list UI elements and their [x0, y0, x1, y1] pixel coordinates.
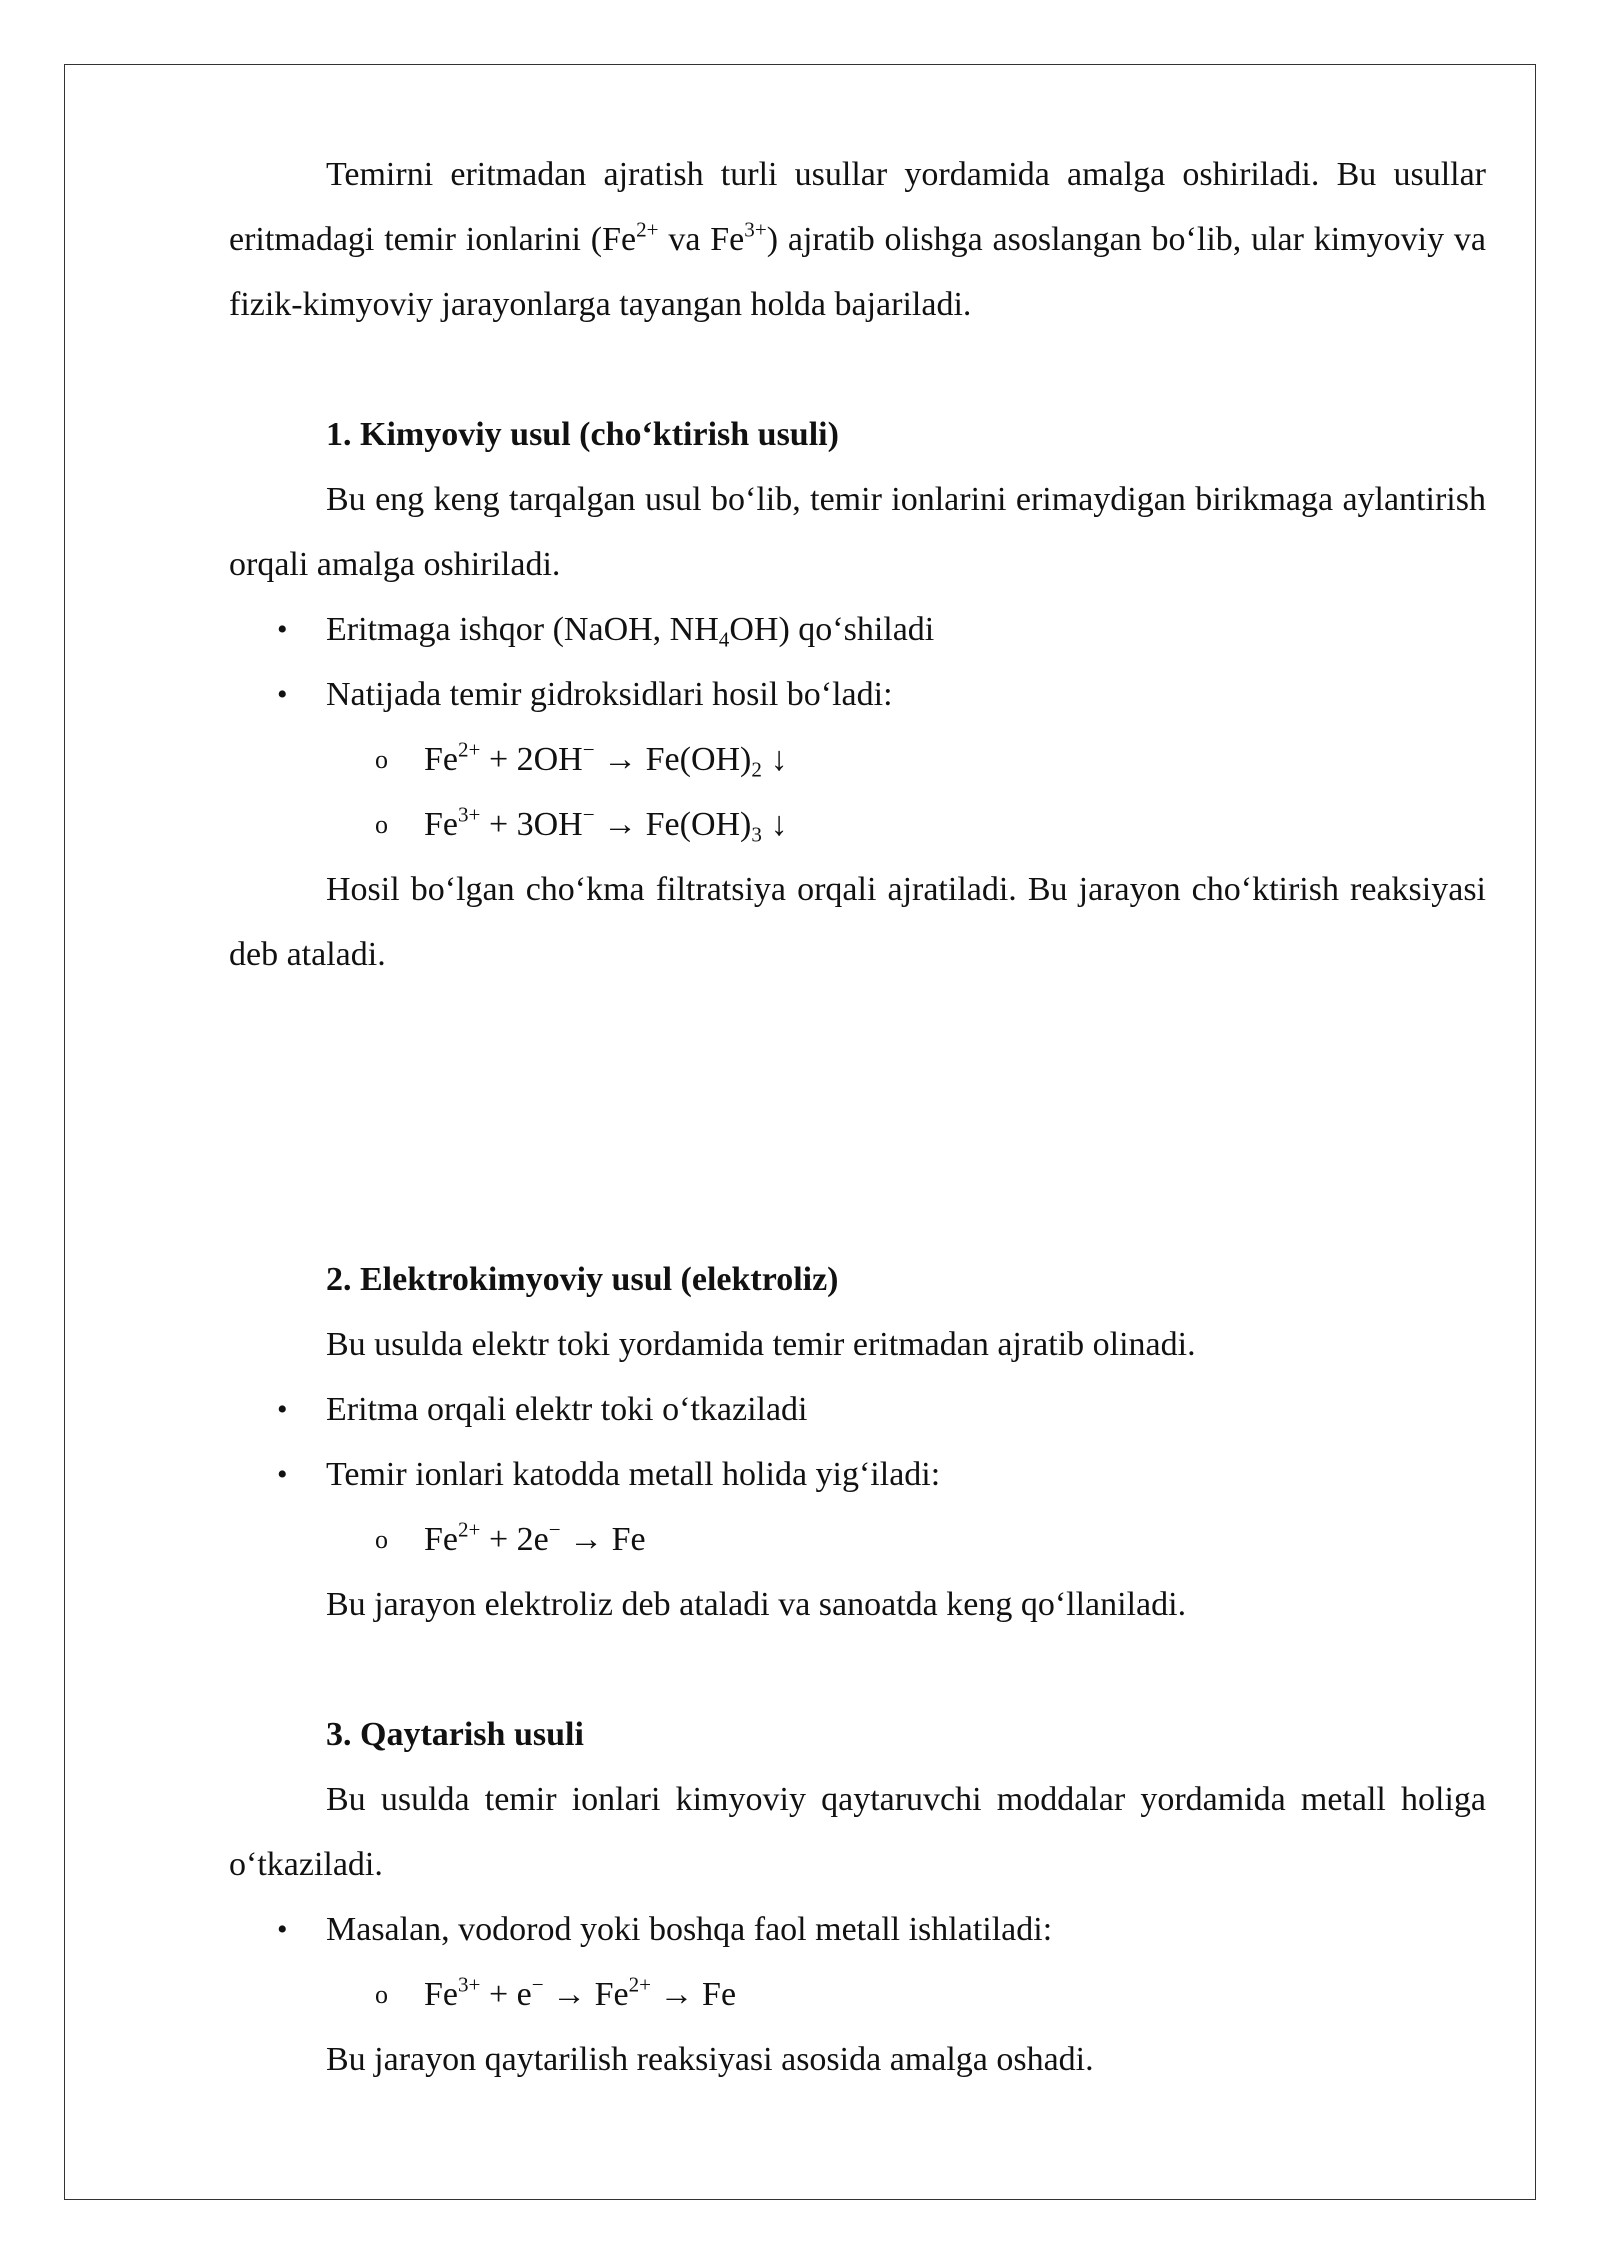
section2-paragraph: Bu usulda elektr toki yordamida temir eritmadan ajratib olinadi.: [326, 1326, 1196, 1363]
equation-text: + e: [480, 1976, 532, 2013]
charge: 2+: [628, 1972, 652, 1997]
equation-text: → Fe(OH): [594, 741, 752, 778]
bullet-text: Eritmaga ishqor (NaOH, NH: [326, 611, 719, 648]
equation-text: + 3OH: [480, 806, 583, 843]
sub-bullet-marker: o: [375, 745, 388, 774]
intro-paragraph: [229, 142, 1486, 337]
equation-text: → Fe: [651, 1976, 737, 2013]
section2-bullet-2: [229, 1442, 1486, 1507]
section3-heading: 3. Qaytarish usuli: [326, 1716, 584, 1753]
bullet-marker: •: [277, 678, 288, 711]
equation-text: + 2e: [480, 1521, 549, 1558]
subscript: 4: [718, 627, 730, 652]
bullet-text: Eritma orqali elektr toki o‘tkaziladi: [326, 1391, 808, 1428]
section1-equation-2: [229, 792, 1486, 857]
section3-closing: Bu jarayon qaytarilish reaksiyasi asosida amalga oshadi.: [326, 2041, 1094, 2078]
charge: 2+: [458, 1517, 481, 1542]
section3-equation-1: [229, 1962, 1486, 2027]
section1-paragraph: Bu eng keng tarqalgan usul bo‘lib, temir ionlarini erimaydigan birikmaga aylantirish orqali amalga oshiriladi.: [229, 481, 1486, 583]
charge: 3+: [458, 802, 481, 827]
sub-bullet-marker: o: [375, 810, 388, 839]
intro-charge-2: 3+: [744, 217, 767, 242]
section1-closing: Hosil bo‘lgan cho‘kma filtratsiya orqali ajratiladi. Bu jarayon cho‘ktirish reaksiyasi deb ataladi.: [229, 871, 1486, 973]
bullet-marker: •: [277, 1393, 288, 1426]
section2-equation-1: [229, 1507, 1486, 1572]
section3-bullet-1: [229, 1897, 1486, 1962]
bullet-text: Natijada temir gidroksidlari hosil bo‘ladi:: [326, 676, 893, 713]
charge: −: [582, 737, 595, 762]
section3-paragraph: Bu usulda temir ionlari kimyoviy qaytaruvchi moddalar yordamida metall holiga o‘tkaziladi.: [229, 1781, 1486, 1883]
section1-heading: 1. Kimyoviy usul (cho‘ktirish usuli): [326, 416, 839, 453]
section1-bullet-2: [229, 662, 1486, 727]
bullet-text: Masalan, vodorod yoki boshqa faol metall ishlatiladi:: [326, 1911, 1053, 1948]
intro-charge-1: 2+: [636, 217, 659, 242]
intro-text-2: va Fe: [658, 221, 745, 258]
intro-text-1: Temirni eritmadan ajratish turli usullar yordamida amalga oshiriladi. Bu usullar eritmadagi temir ionlarini (Fe: [229, 156, 1486, 258]
sub-bullet-marker: o: [375, 1525, 388, 1554]
charge: 2+: [458, 737, 481, 762]
section2-bullet-1: [229, 1377, 1486, 1442]
section1-bullet-1: [229, 597, 1486, 662]
equation-text: → Fe(OH): [594, 806, 752, 843]
section2-heading: 2. Elektrokimyoviy usul (elektroliz): [326, 1261, 839, 1298]
bullet-marker: •: [277, 613, 288, 646]
section1-equation-1: [229, 727, 1486, 792]
equation-text: ↓: [761, 806, 788, 843]
equation-text: Fe: [424, 1521, 458, 1558]
bullet-text: OH) qo‘shiladi: [729, 611, 935, 648]
charge: −: [582, 802, 595, 827]
spacer: [229, 337, 1486, 402]
spacer: [229, 1637, 1486, 1702]
charge: −: [531, 1972, 544, 1997]
equation-text: + 2OH: [480, 741, 583, 778]
charge: 3+: [458, 1972, 481, 1997]
document-body: [229, 142, 1486, 2092]
equation-text: Fe: [424, 1976, 458, 2013]
bullet-marker: •: [277, 1913, 288, 1946]
equation-text: → Fe: [543, 1976, 629, 2013]
intro-text-3: ) ajratib olishga asoslangan bo‘lib, ular kimyoviy va fizik-kimyoviy jarayonlarga tayangan holda bajariladi.: [229, 221, 1486, 323]
charge: −: [548, 1517, 561, 1542]
equation-text: ↓: [761, 741, 788, 778]
spacer: [229, 987, 1486, 1247]
section2-closing: Bu jarayon elektroliz deb ataladi va sanoatda keng qo‘llaniladi.: [326, 1586, 1187, 1623]
equation-text: Fe: [424, 741, 458, 778]
bullet-marker: •: [277, 1458, 288, 1491]
equation-text: Fe: [424, 806, 458, 843]
subscript: 2: [751, 757, 762, 782]
bullet-text: Temir ionlari katodda metall holida yig‘iladi:: [326, 1456, 941, 1493]
subscript: 3: [751, 822, 762, 847]
equation-text: → Fe: [560, 1521, 646, 1558]
sub-bullet-marker: o: [375, 1980, 388, 2009]
